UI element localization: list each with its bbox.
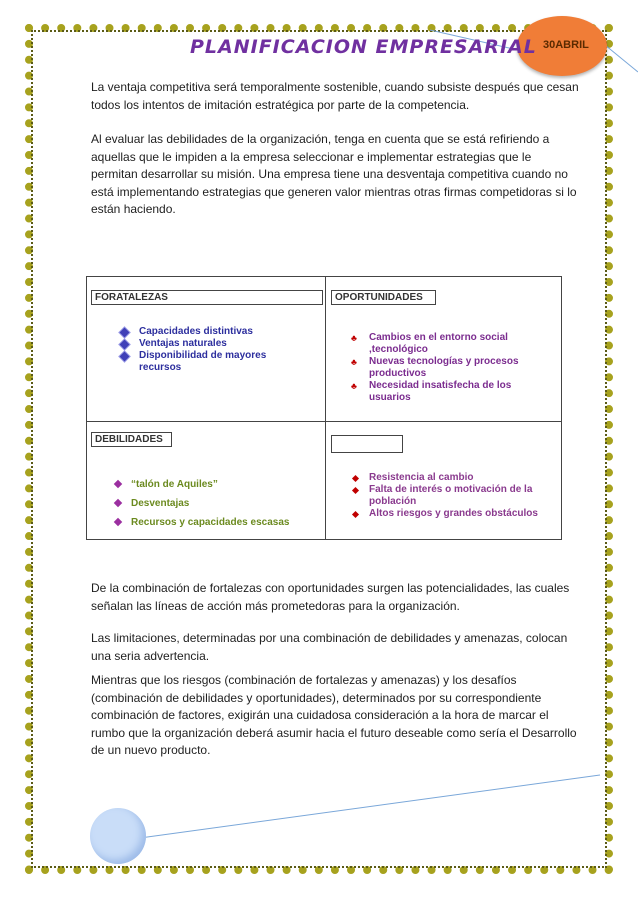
list-item: Disponibilidad de mayores recursos bbox=[119, 350, 289, 374]
list-item: ♣ Cambios en el entorno social ,tecnológico bbox=[351, 332, 508, 355]
weaknesses-list bbox=[113, 475, 313, 532]
club-bullet-icon: ♣ bbox=[351, 357, 357, 367]
diamond-bullet-icon bbox=[120, 352, 130, 362]
intro-paragraph-2: Al evaluar las debilidades de la organización, tenga en cuenta que se está refiriendo a aquellas que le impiden a la empresa seleccionar e implementar estrategias que le permitan desarrollar su misión. Una empresa tiene una desventaja competitiva cuando no está implementando estrategias que generen valor mientras otras firmas competidoras si lo están haciendo. bbox=[91, 132, 577, 216]
list-item: Resistencia al cambio bbox=[349, 472, 559, 484]
list-item: ♣ Necesidad insatisfecha de los usuarios bbox=[351, 380, 512, 403]
list-item: ♣ Nuevas tecnologías y procesos productivos bbox=[351, 356, 519, 379]
swot-matrix bbox=[86, 276, 562, 540]
diamond-bullet-icon bbox=[120, 328, 130, 338]
opportunities-label: OPORTUNIDADES bbox=[331, 290, 436, 305]
diamond-bullet-icon bbox=[114, 480, 122, 488]
swot-horizontal-divider bbox=[87, 421, 561, 422]
strengths-list bbox=[119, 326, 289, 374]
list-item: “talón de Aquiles” bbox=[113, 475, 313, 494]
page-title: PLANIFICACION EMPRESARIAL bbox=[190, 36, 537, 58]
threats-list bbox=[349, 472, 559, 520]
diamond-bullet-icon bbox=[352, 487, 359, 494]
diamond-bullet-icon bbox=[114, 499, 122, 507]
opportunities-list bbox=[349, 332, 539, 404]
club-bullet-icon: ♣ bbox=[351, 333, 357, 343]
swot-vertical-divider bbox=[325, 277, 326, 539]
list-item: Altos riesgos y grandes obstáculos bbox=[349, 508, 559, 520]
club-bullet-icon: ♣ bbox=[351, 381, 357, 391]
list-item: Falta de interés o motivación de la población bbox=[349, 484, 559, 508]
list-item: Recursos y capacidades escasas bbox=[113, 513, 313, 532]
diamond-bullet-icon bbox=[352, 475, 359, 482]
threats-label bbox=[331, 435, 403, 453]
conclusion-paragraph-2: Las limitaciones, determinadas por una combinación de debilidades y amenazas, colocan una seria advertencia. bbox=[91, 631, 568, 663]
intro-paragraph-1: La ventaja competitiva será temporalmente sostenible, cuando subsiste después que cesan todos los intentos de imitación estratégica por parte de la competencia. bbox=[91, 80, 579, 112]
diamond-bullet-icon bbox=[114, 518, 122, 526]
diamond-bullet-icon bbox=[120, 340, 130, 350]
diamond-bullet-icon bbox=[352, 511, 359, 518]
list-item: Ventajas naturales bbox=[119, 338, 289, 350]
list-item: Desventajas bbox=[113, 494, 313, 513]
conclusion-paragraph-1: De la combinación de fortalezas con oportunidades surgen las potencialidades, las cuales señalan las líneas de acción más prometedoras para la organización. bbox=[91, 581, 570, 613]
date-label: 30ABRIL bbox=[543, 39, 589, 51]
strengths-label: FORATALEZAS bbox=[91, 290, 323, 305]
list-item: Capacidades distintivas bbox=[119, 326, 289, 338]
decorative-circle bbox=[90, 808, 146, 864]
conclusion-paragraph-3: Mientras que los riesgos (combinación de fortalezas y amenazas) y los desafíos (combinación de debilidades y oportunidades), determinados por su correspondiente combinación de factores, exigirán una cuidadosa consideración a la hora de marcar el rumbo que la organización deberá asumir hacia el futuro deseable como sería el Desarrollo de un nuevo producto. bbox=[91, 673, 577, 757]
weaknesses-label: DEBILIDADES bbox=[91, 432, 172, 447]
